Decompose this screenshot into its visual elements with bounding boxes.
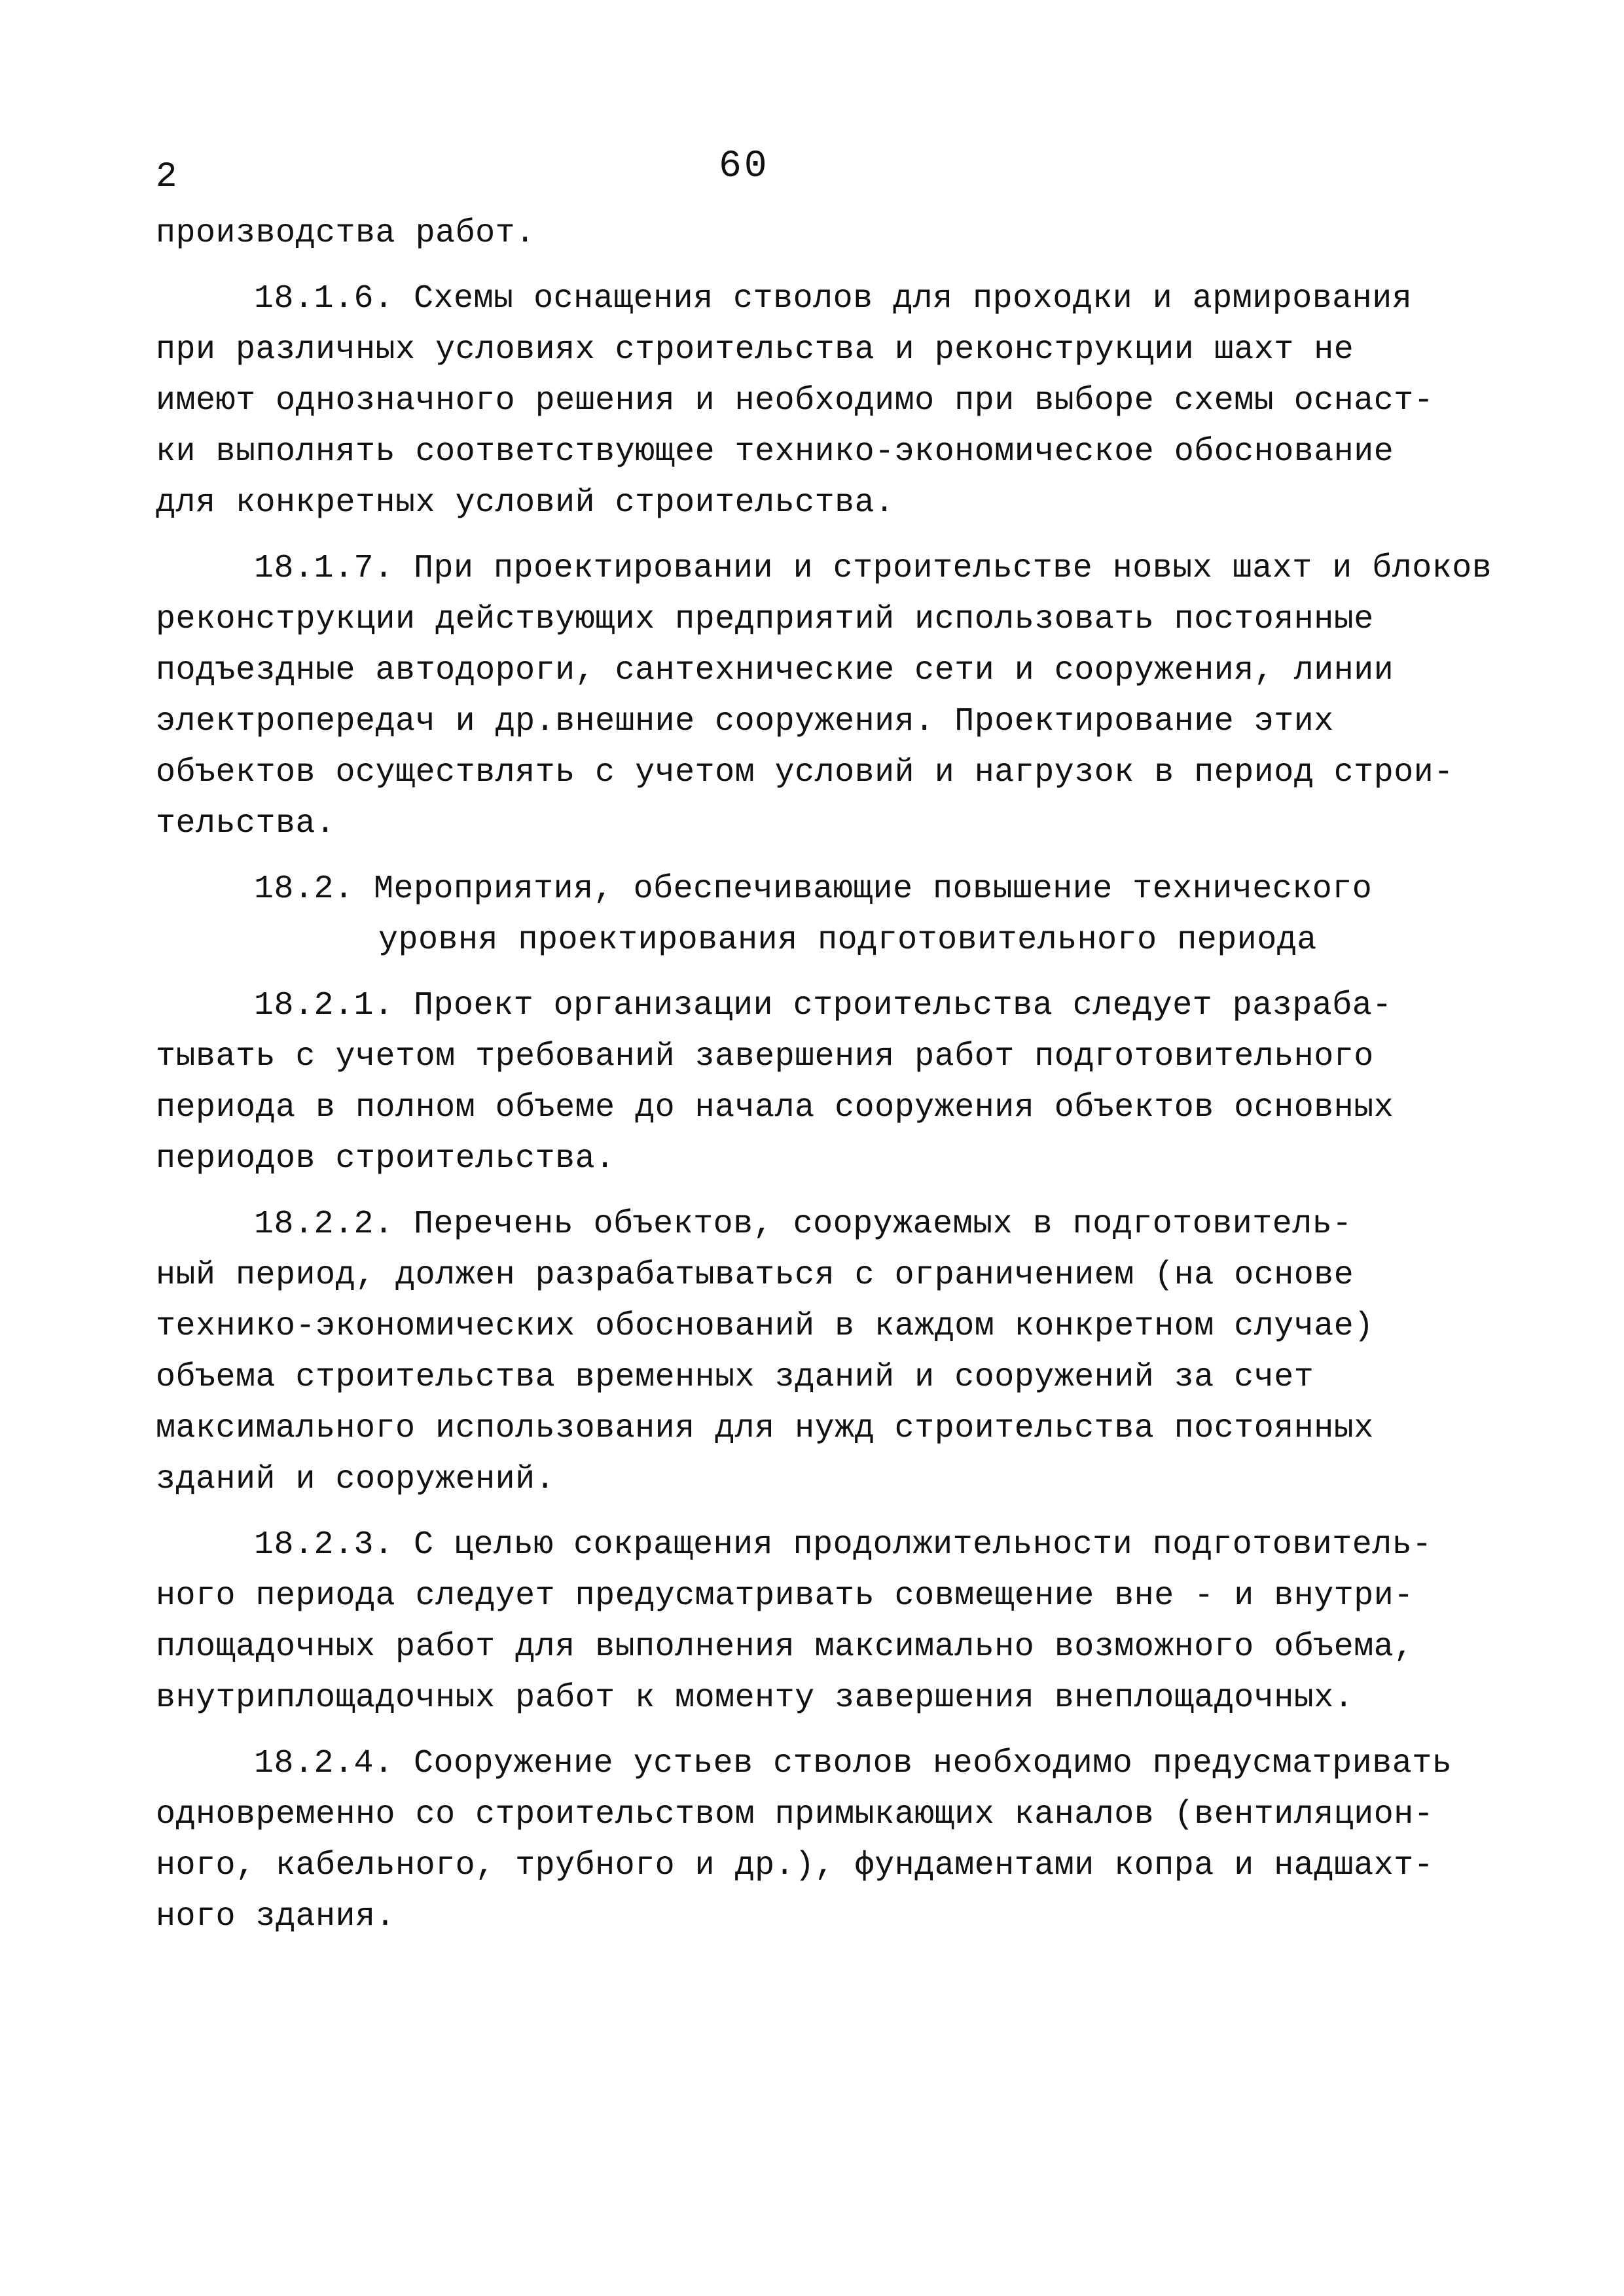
page-number-center: 60: [719, 145, 770, 188]
text-line: ки выполнять соответствующее технико-экономическое обоснование: [156, 433, 1394, 471]
text-line: для конкретных условий строительства.: [156, 484, 895, 522]
document-body: [156, 208, 1524, 1943]
text-line: одновременно со строительством примыкающих каналов (вентиляцион-: [156, 1796, 1434, 1833]
text-line: максимального использования для нужд строительства постоянных: [156, 1410, 1374, 1447]
paragraph-18-2-2-first-line: 18.2.2. Перечень объектов, сооружаемых в подготовитель-: [254, 1206, 1352, 1243]
paragraph-18-1-6-first-line: 18.1.6. Схемы оснащения стволов для проходки и армирования: [254, 280, 1413, 317]
text-line: периодов строительства.: [156, 1140, 615, 1177]
text-line: объема строительства временных зданий и сооружений за счет: [156, 1359, 1314, 1396]
text-line: ного периода следует предусматривать совмещение вне - и внутри-: [156, 1577, 1414, 1615]
paragraph-18-2-1-first-line: 18.2.1. Проект организации строительства следует разраба-: [254, 987, 1392, 1024]
text-line: ный период, должен разрабатываться с ограничением (на основе: [156, 1257, 1354, 1294]
text-line: тельства.: [156, 805, 336, 842]
text-line: периода в полном объеме до начала сооружения объектов основных: [156, 1089, 1394, 1126]
text-line: производства работ.: [156, 215, 535, 252]
text-line: электропередач и др.внешние сооружения. Проектирование этих: [156, 703, 1334, 740]
text-line: тывать с учетом требований завершения работ подготовительного: [156, 1038, 1374, 1075]
section-heading-18-2: 18.2. Мероприятия, обеспечивающие повышение технического: [254, 870, 1373, 908]
text-line: внутриплощадочных работ к моменту завершения внеплощадочных.: [156, 1679, 1354, 1717]
text-line: реконструкции действующих предприятий использовать постоянные: [156, 601, 1374, 638]
text-line: подъездные автодороги, сантехнические сети и сооружения, линии: [156, 652, 1394, 689]
text-line: площадочных работ для выполнения максимально возможного объема,: [156, 1628, 1414, 1666]
text-line: ного, кабельного, трубного и др.), фундаментами копра и надшахт-: [156, 1847, 1434, 1884]
section-heading-18-2-continued: уровня проектирования подготовительного периода: [378, 922, 1317, 959]
paragraph-18-2-4-first-line: 18.2.4. Сооружение устьев стволов необходимо предусматривать: [254, 1745, 1453, 1782]
text-line: объектов осуществлять с учетом условий и нагрузок в период строи-: [156, 754, 1454, 791]
page-number-left: 2: [156, 157, 177, 197]
paragraph-18-1-7-first-line: 18.1.7. При проектировании и строительстве новых шахт и блоков: [254, 550, 1492, 587]
text-line: технико-экономических обоснований в каждом конкретном случае): [156, 1308, 1374, 1345]
text-line: имеют однозначного решения и необходимо при выборе схемы оснаст-: [156, 382, 1434, 420]
text-line: зданий и сооружений.: [156, 1461, 556, 1498]
text-line: при различных условиях строительства и реконструкции шахт не: [156, 331, 1354, 368]
paragraph-18-2-3-first-line: 18.2.3. С целью сокращения продолжительности подготовитель-: [254, 1526, 1432, 1564]
text-line: ного здания.: [156, 1898, 396, 1935]
